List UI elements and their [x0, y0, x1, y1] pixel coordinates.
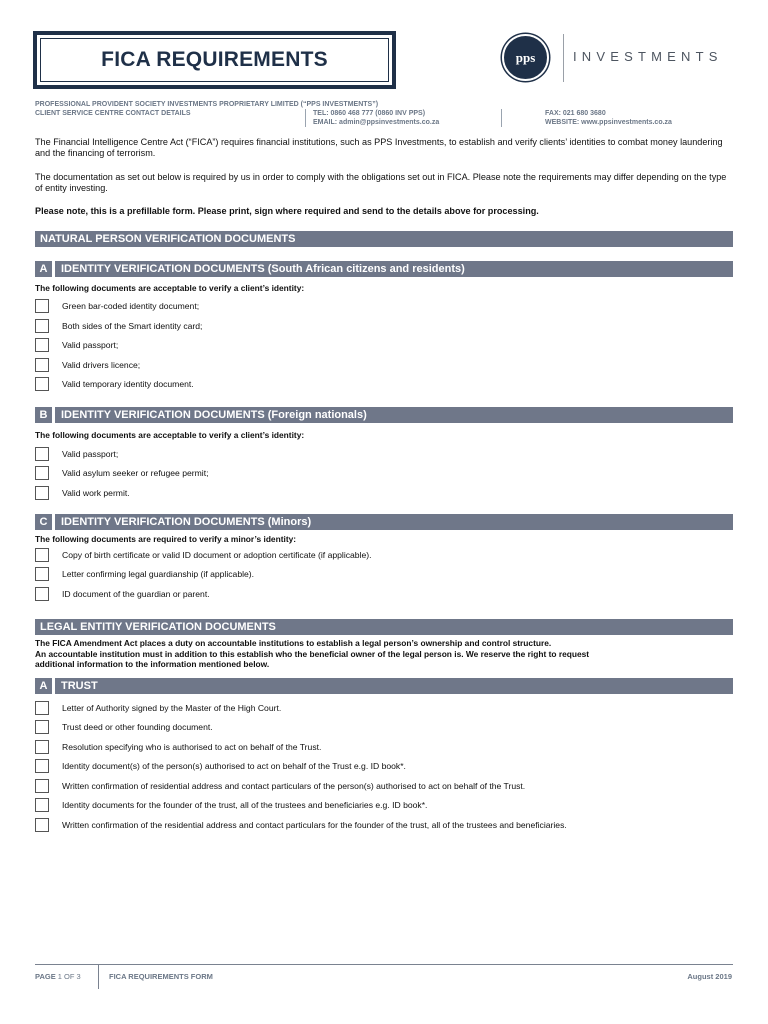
section-b-bar: B IDENTITY VERIFICATION DOCUMENTS (Foreign nationals) — [35, 407, 733, 423]
checkbox[interactable] — [35, 338, 49, 352]
email-text: EMAIL: admin@ppsinvestments.co.za — [313, 119, 440, 126]
company-name: PROFESSIONAL PROVIDENT SOCIETY INVESTMENTS PROPRIETARY LIMITED (“PPS INVESTMENTS”) CLIENT SERVICE CENTRE CONTACT DETAILS — [35, 101, 379, 117]
checkbox[interactable] — [35, 740, 49, 754]
footer-form-name: FICA REQUIREMENTS FORM — [109, 972, 213, 981]
legal-entity-heading: LEGAL ENTITIY VERIFICATION DOCUMENTS — [35, 619, 733, 635]
checklist-item[interactable]: Valid passport; — [35, 447, 735, 462]
intro-paragraph-1: The Financial Intelligence Centre Act (“FICA”) requires financial institutions, such as PPS Investments, to establish and verify clients’ identities to combat money laundering and the financing of terrorism. — [35, 137, 723, 158]
checkbox[interactable] — [35, 447, 49, 461]
checklist-item[interactable]: Identity documents for the founder of the trust, all of the trustees and beneficiaries e.g. ID book*. — [35, 798, 735, 813]
pps-investments-logo — [502, 34, 734, 82]
checkbox[interactable] — [35, 818, 49, 832]
tel-text: TEL: 0860 468 777 (0860 INV PPS) — [313, 110, 426, 117]
website-text: WEBSITE: www.ppsinvestments.co.za — [545, 119, 672, 126]
checklist-item[interactable]: Copy of birth certificate or valid ID document or adoption certificate (if applicable). — [35, 548, 735, 563]
contact-fax-web — [545, 109, 672, 127]
logo-wordmark: INVESTMENTS — [573, 49, 723, 64]
checklist-item[interactable]: Written confirmation of the residential address and contact particulars for the founder of the trust, all of the trustees and beneficiaries. — [35, 818, 735, 833]
natural-person-heading: NATURAL PERSON VERIFICATION DOCUMENTS — [35, 231, 733, 247]
checkbox[interactable] — [35, 319, 49, 333]
checklist-item[interactable]: Valid temporary identity document. — [35, 377, 735, 392]
checklist-item[interactable]: Valid asylum seeker or refugee permit; — [35, 466, 735, 481]
checklist-item[interactable]: Identity document(s) of the person(s) authorised to act on behalf of the Trust e.g. ID book*. — [35, 759, 735, 774]
checkbox[interactable] — [35, 567, 49, 581]
checklist-item[interactable]: Letter confirming legal guardianship (if applicable). — [35, 567, 735, 582]
checklist-item[interactable]: ID document of the guardian or parent. — [35, 587, 735, 602]
section-c-intro: The following documents are required to verify a minor’s identity: — [35, 534, 297, 544]
page-indicator: PAGE 1 OF 3 — [35, 972, 81, 981]
footer-date: August 2019 — [687, 972, 732, 981]
checkbox[interactable] — [35, 759, 49, 773]
checkbox[interactable] — [35, 466, 49, 480]
checkbox[interactable] — [35, 299, 49, 313]
title-box — [33, 31, 396, 89]
legal-intro: The FICA Amendment Act places a duty on accountable institutions to establish a legal person’s ownership and control structure. An accountable institution must in addition to this establish who the beneficial owner of the legal person is. We reserve the right to request additional information to the information mentioned below. — [35, 638, 590, 669]
checkbox[interactable] — [35, 486, 49, 500]
checkbox[interactable] — [35, 548, 49, 562]
checklist-item[interactable]: Green bar-coded identity document; — [35, 299, 735, 314]
checkbox[interactable] — [35, 587, 49, 601]
checklist-item[interactable]: Letter of Authority signed by the Master of the High Court. — [35, 701, 735, 716]
checklist-item[interactable]: Resolution specifying who is authorised to act on behalf of the Trust. — [35, 740, 735, 755]
intro-paragraph-2: The documentation as set out below is required by us in order to comply with the obligations set out in FICA. Please note the requirements may differ depending on the type of entity investing. — [35, 172, 727, 193]
checkbox[interactable] — [35, 779, 49, 793]
checklist-item[interactable]: Valid drivers licence; — [35, 358, 735, 373]
checkbox[interactable] — [35, 798, 49, 812]
checklist-item[interactable]: Valid work permit. — [35, 486, 735, 501]
section-b-intro: The following documents are acceptable to verify a client’s identity: — [35, 430, 305, 440]
footer-divider — [35, 964, 733, 965]
contact-tel-email — [313, 109, 439, 127]
checklist-item[interactable]: Valid passport; — [35, 338, 735, 353]
checkbox[interactable] — [35, 720, 49, 734]
trust-bar: A TRUST — [35, 678, 733, 694]
checklist-item[interactable]: Trust deed or other founding document. — [35, 720, 735, 735]
prefill-note: Please note, this is a prefillable form. Please print, sign where required and send to the details above for processing. — [35, 206, 539, 216]
section-c-bar: C IDENTITY VERIFICATION DOCUMENTS (Minors) — [35, 514, 733, 530]
section-a-intro: The following documents are acceptable to verify a client’s identity: — [35, 283, 305, 293]
checkbox[interactable] — [35, 358, 49, 372]
checklist-item[interactable]: Both sides of the Smart identity card; — [35, 319, 735, 334]
checkbox[interactable] — [35, 701, 49, 715]
contact-heading: CLIENT SERVICE CENTRE CONTACT DETAILS — [35, 110, 191, 117]
page-title: FICA REQUIREMENTS — [101, 48, 328, 71]
pps-logo-icon: pps — [502, 34, 549, 81]
checkbox[interactable] — [35, 377, 49, 391]
checklist-item[interactable]: Written confirmation of residential address and contact particulars of the person(s) authorised to act on behalf of the Trust. — [35, 779, 735, 794]
fax-text: FAX: 021 680 3680 — [545, 110, 606, 117]
section-a-bar: A IDENTITY VERIFICATION DOCUMENTS (South African citizens and residents) — [35, 261, 733, 277]
